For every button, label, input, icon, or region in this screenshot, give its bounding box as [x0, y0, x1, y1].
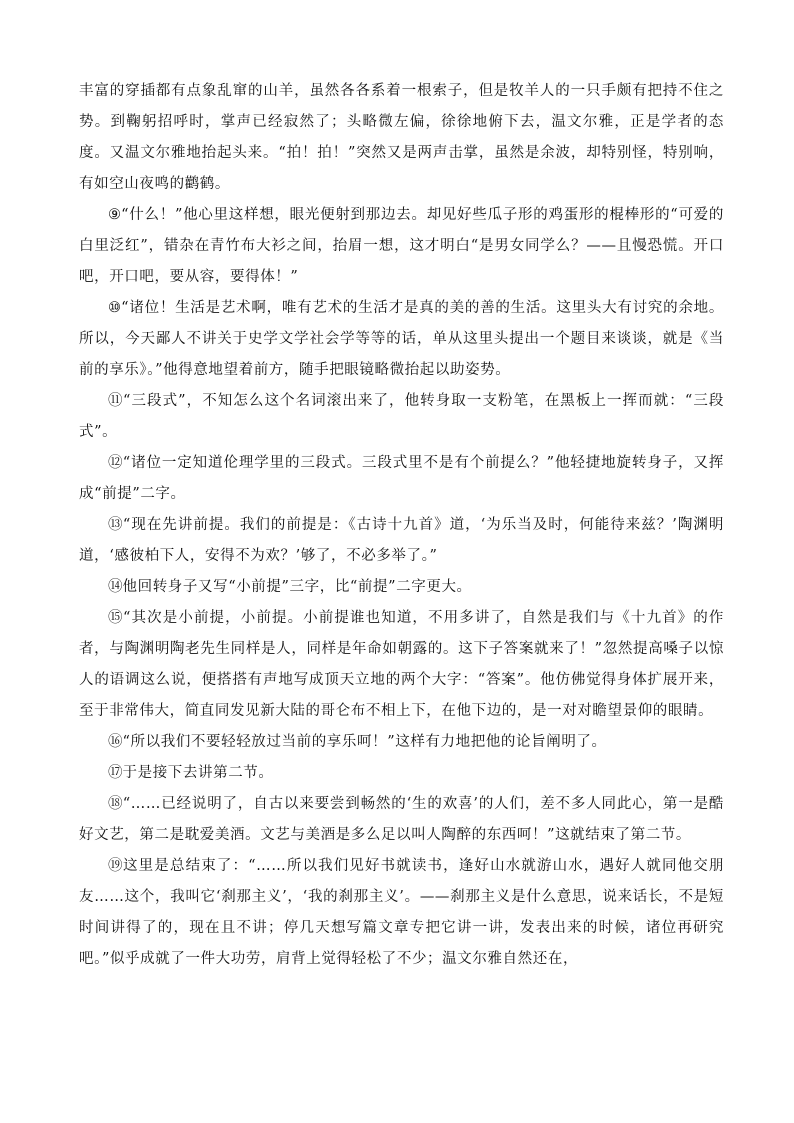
paragraph-number: ⑮ — [108, 610, 124, 626]
paragraph-text: “三段式”，不知怎么这个名词滚出来了，他转身取一支粉笔，在黑板上一挥而就：“三段式”。 — [79, 393, 724, 440]
paragraph-text: 这里是总结束了：“……所以我们见好书就读书，逢好山水就游山水，遇好人就同他交朋友……这个，我叫它‘刹那主义’，‘我的刹那主义’。——刹那主义是什么意思，说来话长，不是短时间讲得了的，现在且不讲；停几天想写篇文章专把它讲一讲，发表出来的时候，诸位再研究吧。”似乎成就了一件大功劳，肩背上觉得轻松了不少；温文尔雅自然还在， — [79, 858, 725, 967]
paragraph-text: “所以我们不要轻轻放过当前的享乐呵！”这样有力地把他的论旨阐明了。 — [122, 734, 607, 750]
paragraph-text: “什么！”他心里这样想，眼光便射到那边去。却见好些瓜子形的鸡蛋形的棍棒形的“可爱的白里泛红”，错杂在青竹布大衫之间，抬眉一想，这才明白“是男女同学么？——且慢恐慌。开口吧，开口吧，要从容，要得体！” — [79, 207, 724, 285]
paragraph-number: ⑨ — [108, 207, 122, 223]
paragraph-text: 于是接下去讲第二节。 — [122, 765, 274, 781]
paragraph-number: ⑯ — [108, 734, 123, 750]
paragraph-number: ⑪ — [108, 393, 123, 409]
paragraph-number: ⑭ — [108, 579, 123, 595]
paragraph-text: “……已经说明了，自古以来要尝到畅然的‘生的欢喜’的人们，差不多人同此心，第一是酷好文艺，第二是耽爱美酒。文艺与美酒是多么足以叫人陶醉的东西呵！”这就结束了第二节。 — [79, 796, 725, 843]
document-body — [79, 76, 724, 975]
paragraph-12 — [79, 448, 724, 510]
paragraph-10 — [79, 293, 724, 386]
paragraph-text: 丰富的穿插都有点象乱窜的山羊，虽然各各系着一根索子，但是牧羊人的一只手颇有把持不住之势。到鞠躬招呼时，掌声已经寂然了；头略微左偏，徐徐地俯下去，温文尔雅，正是学者的态度。又温文尔雅地抬起头来。“拍！拍！”突然又是两声击掌，虽然是余波，却特别怪，特别响，有如空山夜鸣的鹳鹤。 — [79, 83, 724, 192]
paragraph-13 — [79, 510, 724, 572]
paragraph-16 — [79, 727, 724, 758]
paragraph-17 — [79, 758, 724, 789]
paragraph-number: ⑰ — [108, 765, 123, 781]
paragraph-text: “其次是小前提，小前提。小前提谁也知道，不用多讲了，自然是我们与《十九首》的作者，与陶渊明陶老先生同样是人，同样是年命如朝露的。这下子答案就来了！”忽然提高嗓子以惊人的语调这么说，便搭搭有声地写成顶天立地的两个大字：“答案”。他仿佛觉得身体扩展开来，至于非常伟大，简直同发见新大陆的哥仑布不相上下，在他下边的，是一对对瞻望景仰的眼睛。 — [79, 610, 725, 719]
paragraph-15 — [79, 603, 724, 727]
paragraph-19 — [79, 851, 724, 975]
paragraph-18 — [79, 789, 724, 851]
paragraph — [79, 76, 724, 200]
paragraph-text: “现在先讲前提。我们的前提是：《古诗十九首》道，‘为乐当及时，何能待来兹？’陶渊明道，‘感彼柏下人，安得不为欢？’够了，不必多举了。” — [79, 517, 724, 564]
paragraph-number: ⑬ — [108, 517, 123, 533]
paragraph-9 — [79, 200, 724, 293]
paragraph-text: “诸位！生活是艺术啊，唯有艺术的生活才是真的美的善的生活。这里头大有讨究的余地。所以，今天鄙人不讲关于史学文学社会学等等的话，单从这里头提出一个题目来谈谈，就是《当前的享乐》。”他得意地望着前方，随手把眼镜略微抬起以助姿势。 — [79, 300, 724, 378]
paragraph-14 — [79, 572, 724, 603]
paragraph-number: ⑩ — [108, 300, 122, 316]
paragraph-number: ⑫ — [108, 455, 123, 471]
paragraph-text: 他回转身子又写“小前提”三字，比“前提”二字更大。 — [122, 579, 472, 595]
paragraph-11 — [79, 386, 724, 448]
paragraph-number: ⑲ — [108, 858, 124, 874]
paragraph-text: “诸位一定知道伦理学里的三段式。三段式里不是有个前提么？”他轻捷地旋转身子，又挥成“前提”二字。 — [79, 455, 724, 502]
paragraph-number: ⑱ — [108, 796, 123, 812]
